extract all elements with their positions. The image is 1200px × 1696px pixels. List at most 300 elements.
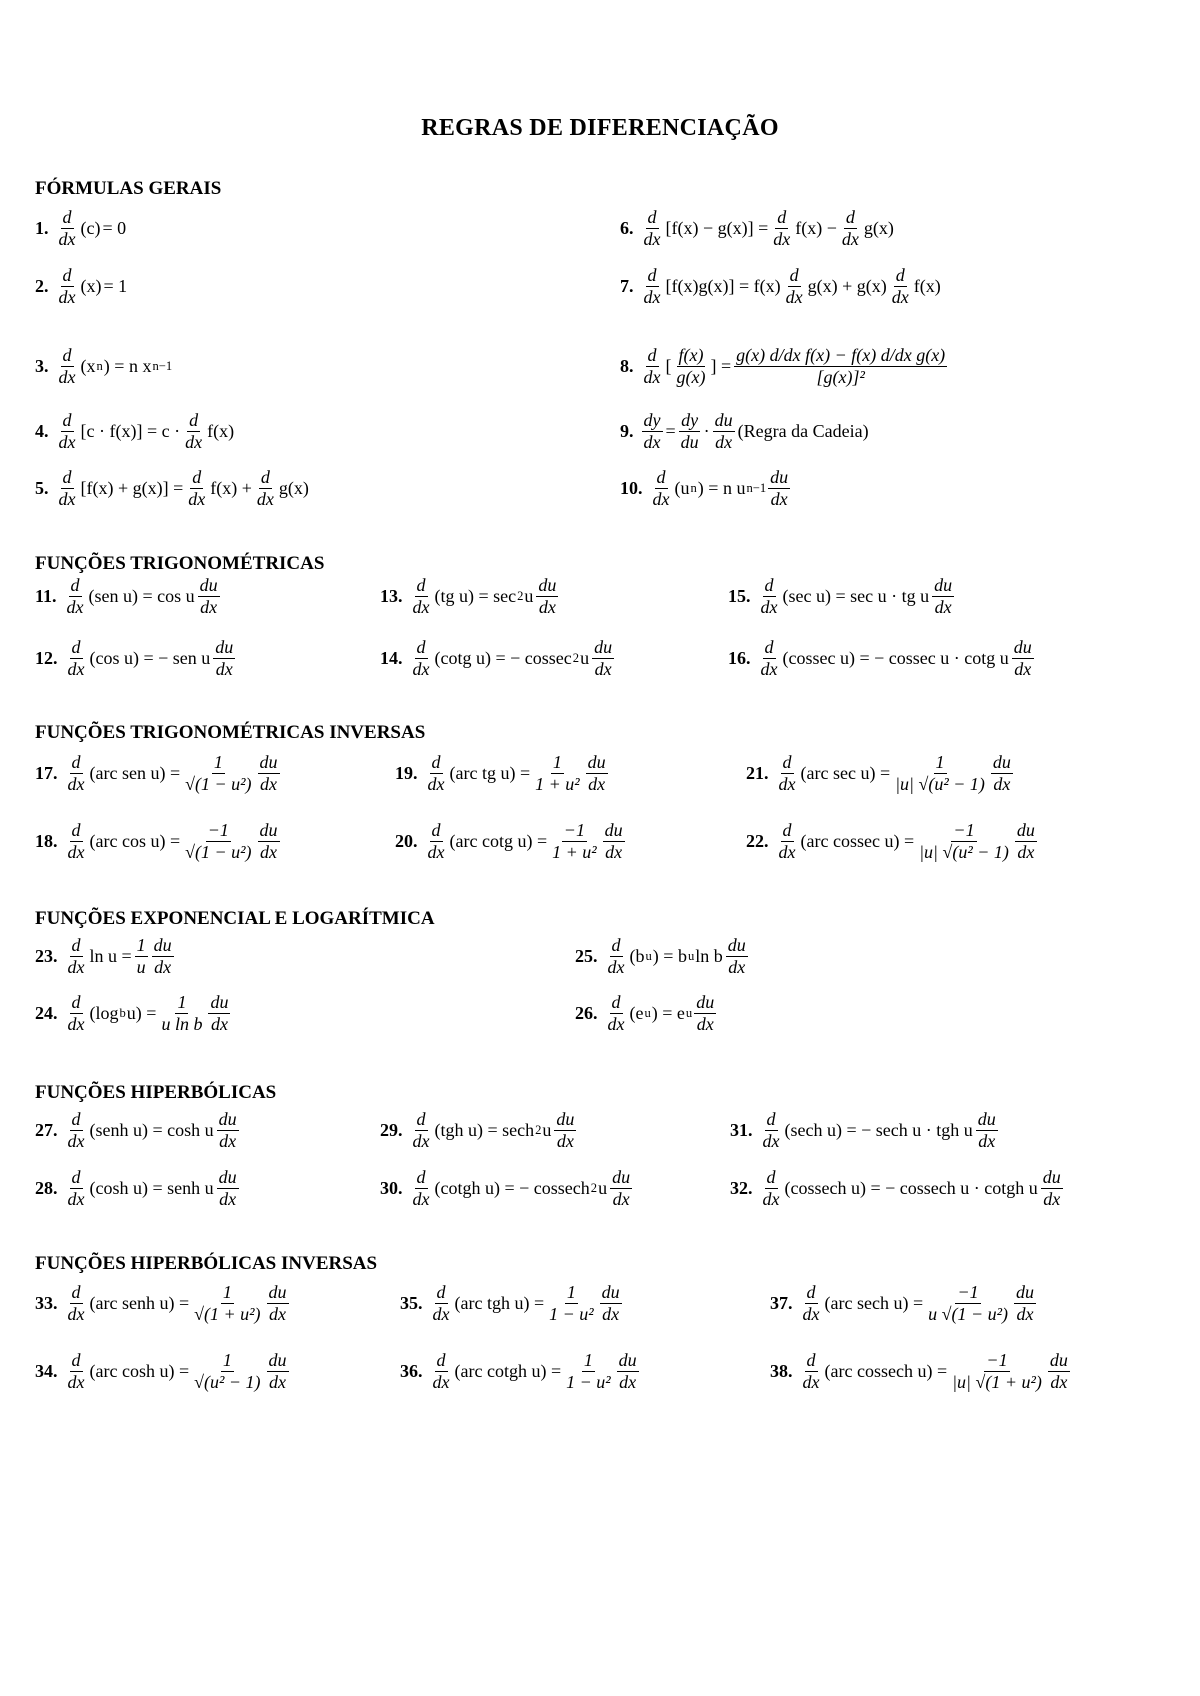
numerator: 1 — [565, 1283, 578, 1304]
denominator: 1 − u² — [549, 1304, 594, 1325]
denominator: dx — [185, 432, 203, 453]
exponent: 2 — [517, 589, 524, 604]
expression-text: u — [524, 586, 534, 607]
formula-37 — [770, 1283, 1038, 1325]
denominator: |u| √(u² − 1) — [919, 842, 1009, 863]
denominator: dx — [978, 1131, 996, 1152]
denominator: dx — [762, 1189, 780, 1210]
denominator: |u| √(u² − 1) — [895, 774, 985, 795]
denominator: √(1 + u²) — [194, 1304, 261, 1325]
formula-6 — [620, 208, 895, 250]
denominator: dx — [58, 367, 76, 388]
formula-number: 4. — [35, 421, 49, 442]
numerator: 1 — [175, 993, 188, 1014]
formula-25 — [575, 936, 750, 978]
denominator: dx — [1014, 659, 1032, 680]
formula-number: 17. — [35, 763, 58, 784]
exponent: u — [687, 949, 695, 964]
fraction — [426, 821, 447, 863]
formula-8 — [620, 346, 949, 388]
expression-text: · — [703, 421, 710, 442]
expression-text: (sech u) = − sech u · tgh u — [784, 1120, 973, 1141]
formula-number: 27. — [35, 1120, 58, 1141]
fraction — [976, 1110, 998, 1152]
exponent: n — [96, 359, 103, 374]
numerator: d — [610, 993, 623, 1014]
expression-text: u) = — [126, 1003, 157, 1024]
exponent: u — [685, 1006, 693, 1021]
expression-text: (arc cossech u) = — [824, 1361, 948, 1382]
denominator: dx — [778, 774, 796, 795]
expression-text: (tg u) = sec — [434, 586, 517, 607]
formula-18 — [35, 821, 282, 863]
denominator: dx — [67, 774, 85, 795]
numerator: −1 — [984, 1351, 1009, 1372]
numerator: d — [763, 638, 776, 659]
denominator: dx — [154, 957, 172, 978]
denominator: dx — [802, 1372, 820, 1393]
formula-35 — [400, 1283, 624, 1325]
formula-38 — [770, 1351, 1072, 1393]
denominator: [g(x)]² — [816, 367, 865, 388]
numerator: 1 — [221, 1351, 234, 1372]
denominator: dx — [607, 1014, 625, 1035]
formula-11 — [35, 576, 222, 618]
expression-text: (b — [629, 946, 645, 967]
expression-text: (cos u) = − sen u — [89, 648, 211, 669]
numerator: g(x) d/dx f(x) − f(x) d/dx g(x) — [734, 346, 947, 367]
formula-number: 13. — [380, 586, 403, 607]
denominator: dx — [58, 432, 76, 453]
fraction — [66, 821, 87, 863]
numerator: d — [610, 936, 623, 957]
numerator: d — [894, 266, 907, 287]
denominator: dx — [58, 489, 76, 510]
denominator: dx — [1017, 842, 1035, 863]
denominator: √(1 − u²) — [185, 842, 252, 863]
expression-text: (e — [629, 1003, 644, 1024]
fraction — [893, 753, 987, 795]
fraction — [208, 993, 230, 1035]
numerator: d — [805, 1351, 818, 1372]
expression-text: (cosh u) = senh u — [89, 1178, 214, 1199]
denominator: dx — [841, 229, 859, 250]
denominator: dx — [432, 1372, 450, 1393]
denominator: dx — [67, 1131, 85, 1152]
formula-14 — [380, 638, 616, 680]
formula-12 — [35, 638, 237, 680]
formula-number: 21. — [746, 763, 769, 784]
fraction — [759, 638, 780, 680]
expression-text: (arc cos u) = — [89, 831, 181, 852]
numerator: du — [213, 638, 235, 659]
numerator: d — [415, 576, 428, 597]
denominator: dx — [773, 229, 791, 250]
formula-number: 20. — [395, 831, 418, 852]
fraction — [183, 821, 253, 863]
denominator: dx — [67, 957, 85, 978]
numerator: d — [415, 1168, 428, 1189]
numerator: 1 — [934, 753, 947, 774]
fraction — [675, 346, 708, 388]
formula-29 — [380, 1110, 578, 1152]
numerator: du — [768, 468, 790, 489]
fraction — [606, 936, 627, 978]
fraction — [66, 1168, 87, 1210]
numerator: d — [70, 1168, 83, 1189]
denominator: u — [136, 957, 146, 978]
numerator: d — [646, 208, 659, 229]
numerator: du — [267, 1351, 289, 1372]
fraction — [255, 468, 276, 510]
fraction — [784, 266, 805, 308]
fraction — [600, 1283, 622, 1325]
formula-9 — [620, 411, 870, 453]
fraction — [926, 1283, 1010, 1325]
numerator: du — [258, 753, 280, 774]
numerator: du — [554, 1110, 576, 1131]
denominator: |u| √(1 + u²) — [952, 1372, 1042, 1393]
exponent: u — [645, 949, 652, 964]
denominator: dx — [67, 1372, 85, 1393]
expression-text: f(x) − — [795, 218, 837, 239]
numerator: du — [267, 1283, 289, 1304]
denominator: dx — [802, 1304, 820, 1325]
numerator: d — [190, 468, 203, 489]
expression-text: ) = b — [652, 946, 687, 967]
expression-text: (arc cotgh u) = — [454, 1361, 562, 1382]
denominator: dx — [188, 489, 206, 510]
exponent: 2 — [572, 651, 580, 666]
formula-number: 32. — [730, 1178, 753, 1199]
fraction — [267, 1283, 289, 1325]
numerator: d — [61, 266, 74, 287]
formula-number: 35. — [400, 1293, 423, 1314]
formula-30 — [380, 1168, 634, 1210]
fraction — [267, 1351, 289, 1393]
fraction — [57, 266, 78, 308]
numerator: du — [603, 821, 625, 842]
fraction — [801, 1351, 822, 1393]
section-heading-hiper: FUNÇÕES HIPERBÓLICAS — [35, 1082, 277, 1103]
formula-4 — [35, 411, 235, 453]
expression-text: (c) — [80, 218, 101, 239]
denominator: dx — [432, 1304, 450, 1325]
fraction — [152, 936, 174, 978]
denominator: dx — [602, 1304, 620, 1325]
denominator: du — [680, 432, 699, 453]
expression-text: (arc cotg u) = — [449, 831, 548, 852]
denominator: dx — [643, 432, 661, 453]
denominator: dx — [67, 659, 85, 680]
numerator: du — [152, 936, 174, 957]
formula-number: 11. — [35, 586, 57, 607]
expression-text: (log — [89, 1003, 119, 1024]
numerator: du — [991, 753, 1013, 774]
denominator: dx — [612, 1189, 630, 1210]
expression-text: ) = n u — [697, 478, 746, 499]
numerator: d — [187, 411, 200, 432]
numerator: du — [1015, 821, 1037, 842]
denominator: u √(1 − u²) — [928, 1304, 1009, 1325]
numerator: dy — [642, 411, 663, 432]
fraction — [917, 821, 1011, 863]
exponent: 2 — [535, 1123, 542, 1138]
numerator: d — [430, 821, 443, 842]
fraction — [411, 1168, 432, 1210]
fraction — [932, 576, 954, 618]
denominator: dx — [785, 287, 803, 308]
section-heading-trig: FUNÇÕES TRIGONOMÉTRICAS — [35, 553, 325, 574]
numerator: du — [586, 753, 608, 774]
numerator: du — [976, 1110, 998, 1131]
numerator: d — [844, 208, 857, 229]
formula-number: 38. — [770, 1361, 793, 1382]
fraction — [183, 411, 204, 453]
expression-text: (x) — [80, 276, 102, 297]
fraction — [57, 208, 78, 250]
fraction — [554, 1110, 576, 1152]
denominator: dx — [715, 432, 733, 453]
fraction — [734, 346, 947, 388]
numerator: du — [1012, 638, 1034, 659]
denominator: dx — [619, 1372, 637, 1393]
expression-text: = 1 — [103, 276, 128, 297]
formula-number: 19. — [395, 763, 418, 784]
section-heading-gerais: FÓRMULAS GERAIS — [35, 178, 222, 199]
expression-text: [f(x) + g(x)] = — [80, 478, 184, 499]
denominator: dx — [427, 774, 445, 795]
fraction — [66, 936, 87, 978]
formula-31 — [730, 1110, 1000, 1152]
numerator: −1 — [955, 1283, 980, 1304]
numerator: d — [61, 208, 74, 229]
expression-text: f(x) + — [210, 478, 252, 499]
numerator: dy — [679, 411, 700, 432]
denominator: dx — [412, 659, 430, 680]
denominator: dx — [696, 1014, 714, 1035]
denominator: g(x) — [676, 367, 706, 388]
expression-text: (Regra da Cadeia) — [737, 421, 869, 442]
expression-text: (cotgh u) = − cossech — [434, 1178, 590, 1199]
denominator: dx — [67, 842, 85, 863]
expression-text: u — [598, 1178, 608, 1199]
numerator: 1 — [551, 753, 564, 774]
numerator: du — [536, 576, 558, 597]
fraction — [159, 993, 204, 1035]
fraction — [547, 1283, 596, 1325]
numerator: du — [198, 576, 220, 597]
denominator: dx — [728, 957, 746, 978]
formula-number: 33. — [35, 1293, 58, 1314]
expression-text: (x — [80, 356, 96, 377]
formula-number: 3. — [35, 356, 49, 377]
numerator: d — [646, 346, 659, 367]
formula-number: 37. — [770, 1293, 793, 1314]
formula-number: 28. — [35, 1178, 58, 1199]
formula-number: 23. — [35, 946, 58, 967]
numerator: d — [415, 1110, 428, 1131]
exponent: 2 — [590, 1181, 598, 1196]
denominator: √(1 − u²) — [185, 774, 252, 795]
expression-text: ln b — [695, 946, 723, 967]
fraction — [771, 208, 792, 250]
fraction — [777, 753, 798, 795]
expression-text: = 0 — [102, 218, 127, 239]
denominator: dx — [594, 659, 612, 680]
formula-number: 36. — [400, 1361, 423, 1382]
numerator: d — [765, 1110, 778, 1131]
numerator: −1 — [951, 821, 976, 842]
denominator: dx — [643, 229, 661, 250]
fraction — [198, 576, 220, 618]
fraction — [550, 821, 599, 863]
numerator: d — [70, 1110, 83, 1131]
expression-text: (sec u) = sec u · tg u — [782, 586, 930, 607]
fraction — [183, 753, 253, 795]
denominator: dx — [256, 489, 274, 510]
fraction — [411, 1110, 432, 1152]
expression-text: (senh u) = cosh u — [89, 1120, 214, 1141]
denominator: dx — [427, 842, 445, 863]
formula-17 — [35, 753, 282, 795]
fraction — [617, 1351, 639, 1393]
numerator: du — [726, 936, 748, 957]
fraction — [642, 208, 663, 250]
fraction — [586, 753, 608, 795]
numerator: d — [646, 266, 659, 287]
numerator: −1 — [206, 821, 231, 842]
formula-number: 29. — [380, 1120, 403, 1141]
denominator: dx — [67, 1014, 85, 1035]
formula-2 — [35, 266, 128, 308]
fraction — [777, 821, 798, 863]
fraction — [840, 208, 861, 250]
fraction — [66, 1110, 87, 1152]
formula-34 — [35, 1351, 291, 1393]
denominator: dx — [1050, 1372, 1068, 1393]
formula-20 — [395, 821, 627, 863]
numerator: du — [694, 993, 716, 1014]
fraction — [258, 753, 280, 795]
fraction — [192, 1283, 262, 1325]
expression-text: (cossec u) = − cossec u · cotg u — [782, 648, 1009, 669]
denominator: dx — [556, 1131, 574, 1152]
fraction — [65, 576, 86, 618]
fraction — [651, 468, 672, 510]
expression-text: (u — [674, 478, 690, 499]
formula-19 — [395, 753, 610, 795]
expression-text: [f(x)g(x)] = f(x) — [665, 276, 781, 297]
fraction — [610, 1168, 632, 1210]
fraction — [950, 1351, 1044, 1393]
formula-number: 2. — [35, 276, 49, 297]
fraction — [57, 468, 78, 510]
denominator: dx — [200, 597, 218, 618]
page-title: REGRAS DE DIFERENCIAÇÃO — [421, 115, 779, 141]
numerator: du — [713, 411, 735, 432]
formula-number: 8. — [620, 356, 634, 377]
denominator: dx — [58, 229, 76, 250]
numerator: 1 — [135, 936, 148, 957]
denominator: dx — [210, 1014, 228, 1035]
fraction — [592, 638, 614, 680]
numerator: du — [600, 1283, 622, 1304]
formula-1 — [35, 208, 127, 250]
expression-text: ) = n x — [103, 356, 152, 377]
expression-text: (arc tg u) = — [449, 763, 531, 784]
expression-text: f(x) — [207, 421, 235, 442]
denominator: √(u² − 1) — [194, 1372, 261, 1393]
fraction — [66, 1283, 87, 1325]
fraction — [694, 993, 716, 1035]
numerator: d — [61, 346, 74, 367]
formula-number: 16. — [728, 648, 751, 669]
fraction — [186, 468, 207, 510]
numerator: d — [781, 753, 794, 774]
formula-5 — [35, 468, 310, 510]
exponent: n — [690, 481, 697, 496]
formula-23 — [35, 936, 176, 978]
fraction — [991, 753, 1013, 795]
denominator: dx — [215, 659, 233, 680]
formula-36 — [400, 1351, 641, 1393]
formula-13 — [380, 576, 560, 618]
expression-text: (cossech u) = − cossech u · cotgh u — [784, 1178, 1038, 1199]
formula-number: 12. — [35, 648, 58, 669]
fraction — [564, 1351, 613, 1393]
fraction — [431, 1351, 452, 1393]
section-heading-explog: FUNÇÕES EXPONENCIAL E LOGARÍTMICA — [35, 908, 435, 929]
fraction — [768, 468, 790, 510]
subscript: b — [119, 1006, 126, 1021]
denominator: dx — [219, 1189, 237, 1210]
expression-text: (sen u) = cos u — [88, 586, 195, 607]
numerator: d — [775, 208, 788, 229]
denominator: dx — [538, 597, 556, 618]
denominator: dx — [605, 842, 623, 863]
fraction — [66, 638, 87, 680]
fraction — [606, 993, 627, 1035]
formula-number: 22. — [746, 831, 769, 852]
fraction — [726, 936, 748, 978]
formula-32 — [730, 1168, 1065, 1210]
numerator: d — [765, 1168, 778, 1189]
expression-text: (cotg u) = − cossec — [434, 648, 572, 669]
fraction — [135, 936, 148, 978]
fraction — [411, 638, 432, 680]
denominator: dx — [66, 597, 84, 618]
formula-24 — [35, 993, 232, 1035]
numerator: d — [69, 576, 82, 597]
numerator: 1 — [582, 1351, 595, 1372]
expression-text: (arc sech u) = — [824, 1293, 924, 1314]
fraction — [217, 1168, 239, 1210]
section-heading-hiper-inv: FUNÇÕES HIPERBÓLICAS INVERSAS — [35, 1253, 378, 1274]
formula-26 — [575, 993, 718, 1035]
numerator: d — [70, 821, 83, 842]
numerator: du — [1048, 1351, 1070, 1372]
formula-number: 10. — [620, 478, 643, 499]
denominator: dx — [588, 774, 606, 795]
fraction — [258, 821, 280, 863]
expression-text: (arc tgh u) = — [454, 1293, 545, 1314]
fraction — [217, 1110, 239, 1152]
denominator: dx — [260, 842, 278, 863]
formula-number: 15. — [728, 586, 751, 607]
denominator: dx — [652, 489, 670, 510]
expression-text: g(x) + g(x) — [807, 276, 887, 297]
